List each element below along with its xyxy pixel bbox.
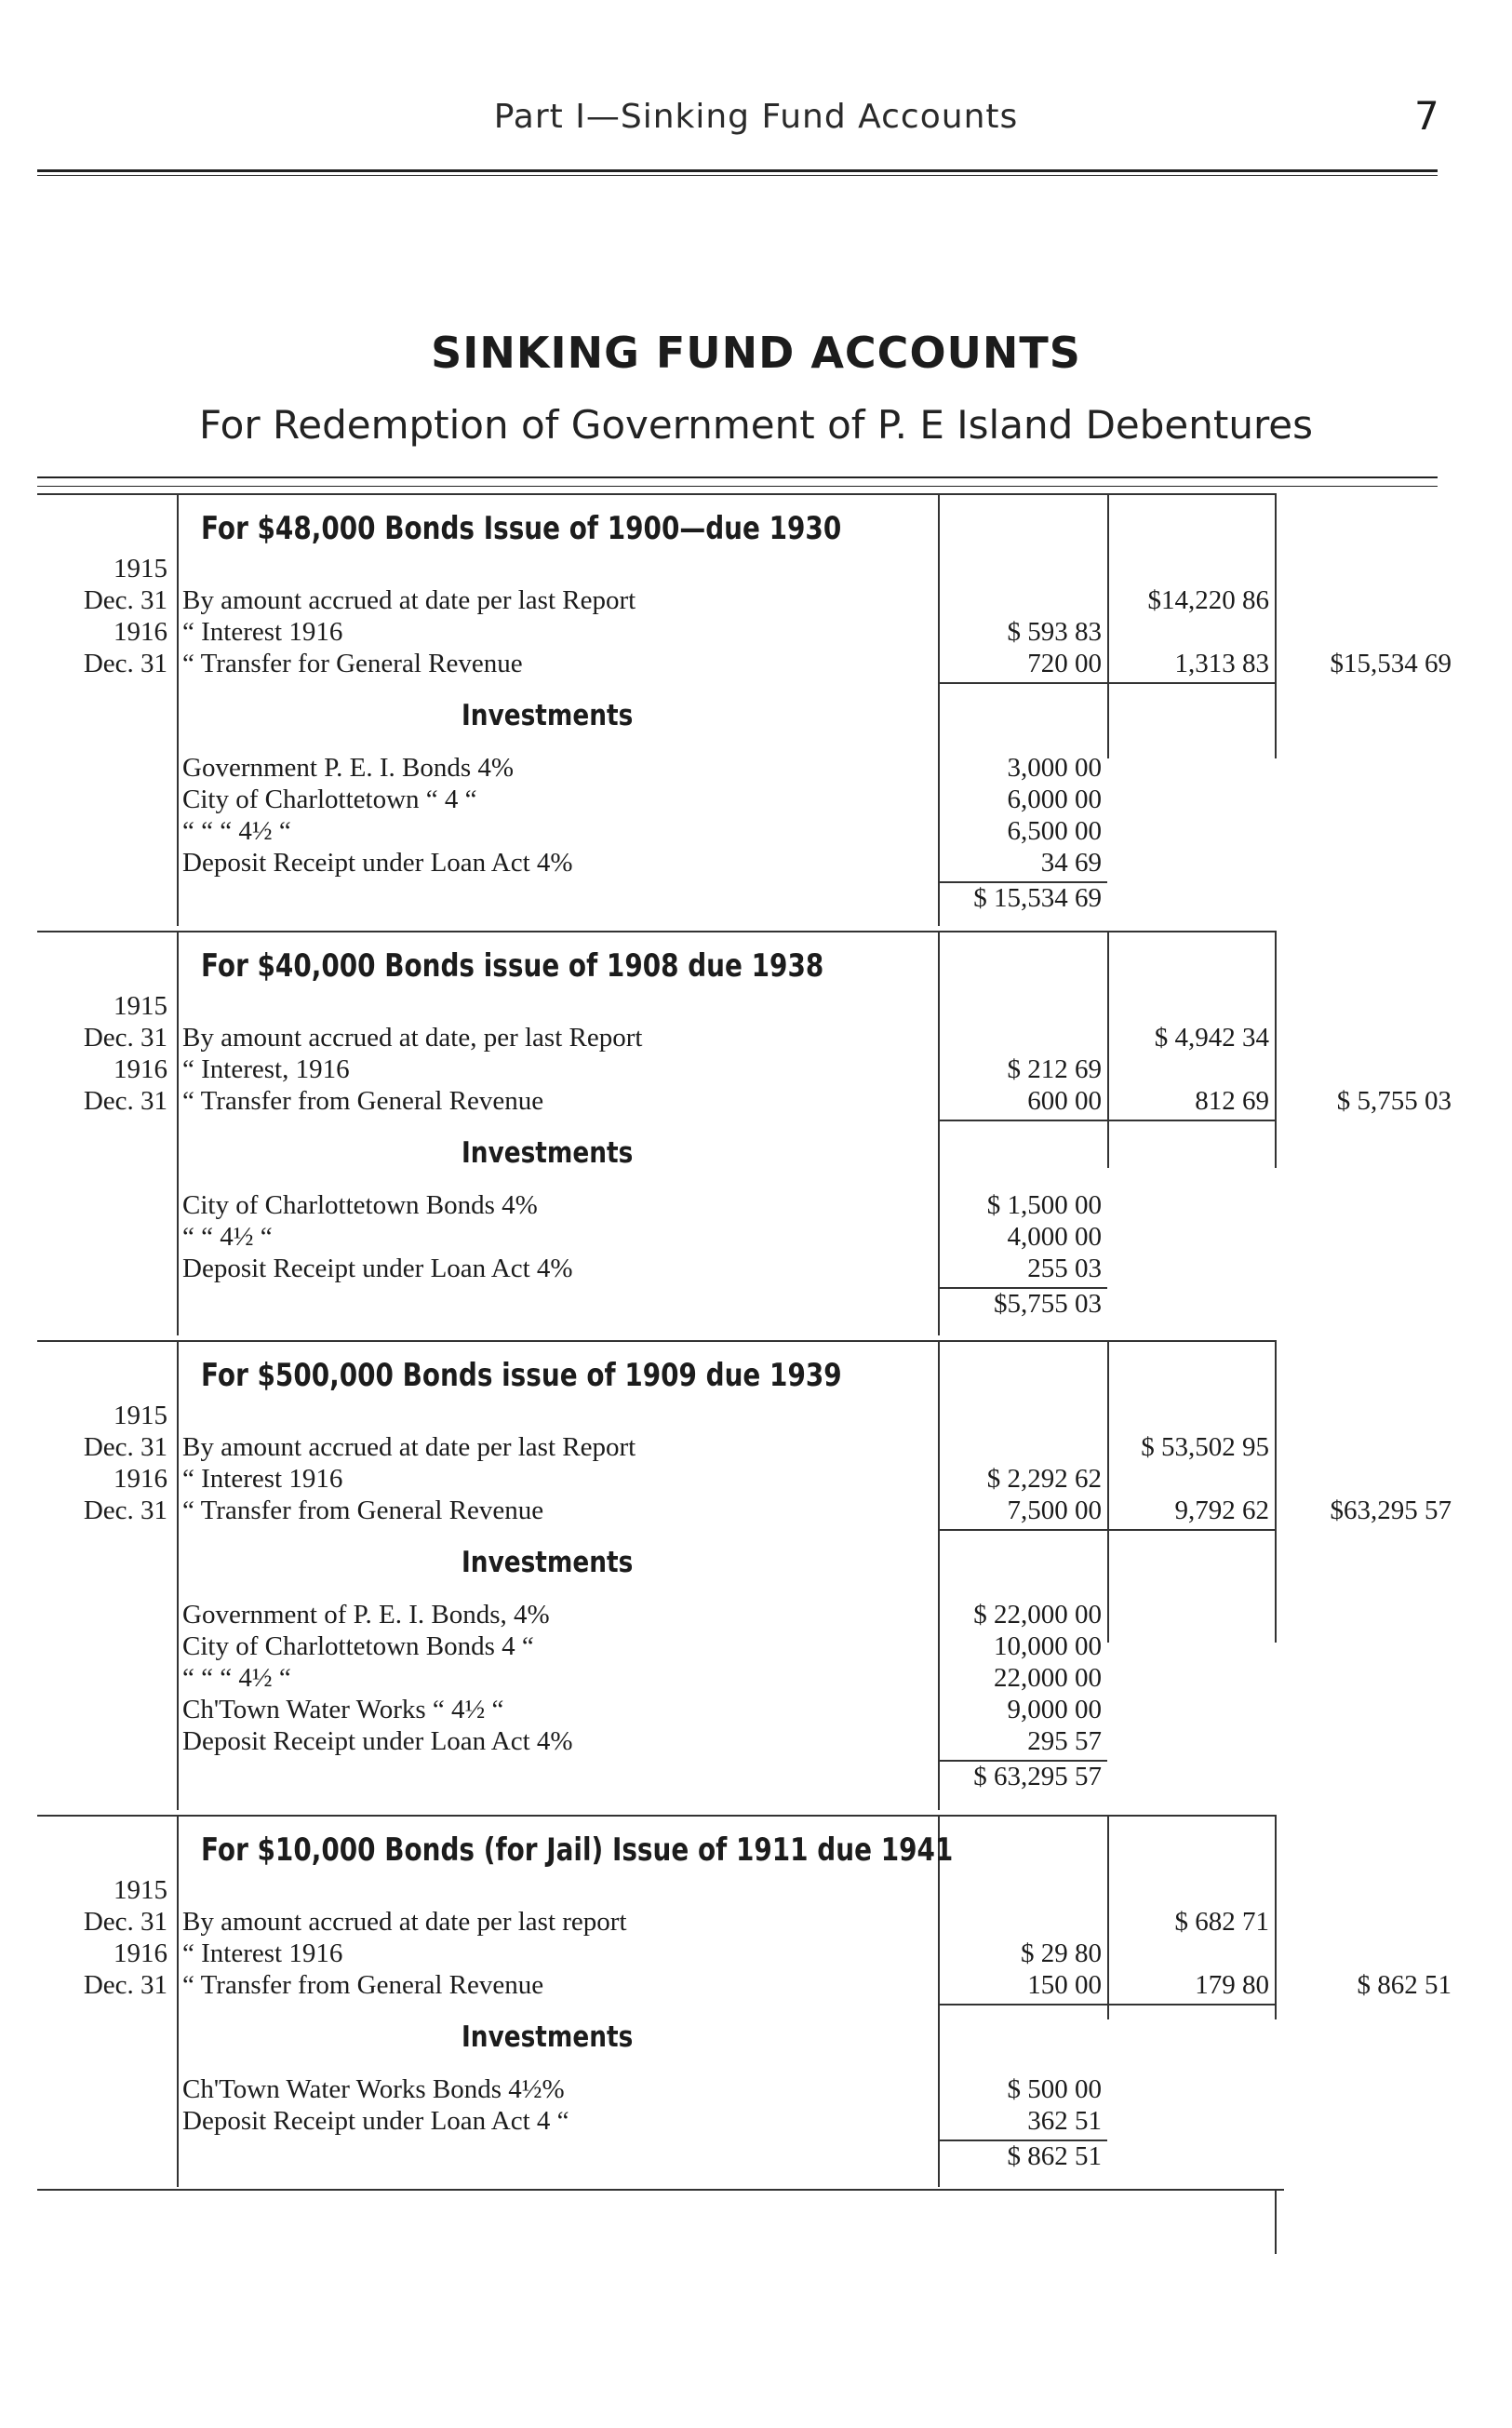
amount-col2: 812 69 <box>1195 1086 1269 1116</box>
title-rule-thin <box>37 486 1438 487</box>
investments-total: $ 862 51 <box>1007 2141 1102 2171</box>
investment-line-text: Deposit Receipt under Loan Act 4 “ <box>182 2106 569 2136</box>
account-line-text: “ Interest 1916 <box>182 617 343 647</box>
investment-line-text: City of Charlottetown “ 4 “ <box>182 785 477 814</box>
investment-amount: 295 57 <box>1027 1726 1102 1756</box>
column-rule <box>177 493 179 926</box>
investment-amount: 22,000 00 <box>994 1663 1102 1693</box>
column-rule <box>177 931 179 1335</box>
investment-line-text: Government of P. E. I. Bonds, 4% <box>182 1600 550 1630</box>
investment-amount: 4,000 00 <box>1007 1222 1102 1252</box>
column-rule <box>1107 1340 1109 1643</box>
investment-line-text: City of Charlottetown Bonds 4% <box>182 1190 538 1220</box>
amount-col2: 179 80 <box>1195 1970 1269 2000</box>
account-line-text: “ Transfer from General Revenue <box>182 1970 544 2000</box>
amount-col1: $ 593 83 <box>1007 617 1102 647</box>
column-rule <box>177 1340 179 1810</box>
investment-amount: 6,000 00 <box>1007 785 1102 814</box>
column-rule <box>938 1340 940 1810</box>
section-total: $15,534 69 <box>1330 649 1452 678</box>
account-line-text: “ Transfer for General Revenue <box>182 649 523 678</box>
investments-total: $5,755 03 <box>994 1289 1102 1319</box>
section-top-rule <box>37 1815 1275 1817</box>
column-rule <box>1275 1815 1277 2019</box>
column-rule <box>1107 931 1109 1168</box>
amount-col2: 1,313 83 <box>1174 649 1269 678</box>
amount-col2: $ 4,942 34 <box>1154 1023 1269 1053</box>
bottom-rule <box>37 2189 1284 2191</box>
investments-heading: Investments <box>462 2020 634 2054</box>
section-total: $63,295 57 <box>1330 1496 1452 1525</box>
investment-line-text: “ “ “ 4½ “ <box>182 1663 291 1693</box>
header-rule <box>37 169 1438 172</box>
account-line-text: “ Interest, 1916 <box>182 1054 350 1084</box>
page-number: 7 <box>1414 93 1439 139</box>
investment-line-text: Ch'Town Water Works “ 4½ “ <box>182 1695 504 1724</box>
amount-col1: $ 2,292 62 <box>986 1464 1102 1494</box>
amount-col1: 7,500 00 <box>1007 1496 1102 1525</box>
section-top-rule <box>37 493 1275 495</box>
investments-heading: Investments <box>462 1546 634 1579</box>
account-line-text: By amount accrued at date, per last Report <box>182 1023 643 1053</box>
investment-amount: 255 03 <box>1027 1254 1102 1283</box>
date-label: 1916 <box>114 1054 167 1084</box>
investment-amount: 6,500 00 <box>1007 816 1102 846</box>
running-header: Part I—Sinking Fund Accounts <box>493 98 1019 136</box>
column-rule <box>938 1815 940 2187</box>
investment-line-text: Ch'Town Water Works Bonds 4½% <box>182 2074 565 2104</box>
title-rule <box>37 476 1438 478</box>
investment-line-text: Deposit Receipt under Loan Act 4% <box>182 1726 573 1756</box>
section-heading: For $10,000 Bonds (for Jail) Issue of 1911 due 1941 <box>201 1831 954 1869</box>
investment-amount: 34 69 <box>1040 848 1102 878</box>
amount-col1: 720 00 <box>1027 649 1102 678</box>
subtotal-rule <box>938 1529 1275 1531</box>
account-line-text: “ Interest 1916 <box>182 1938 343 1968</box>
column-rule <box>938 931 940 1335</box>
date-label: Dec. 31 <box>83 1496 167 1525</box>
investment-line-text: Government P. E. I. Bonds 4% <box>182 753 515 783</box>
date-label: Dec. 31 <box>83 585 167 615</box>
page-subtitle: For Redemption of Government of P. E Island Debentures <box>198 402 1314 448</box>
investment-line-text: City of Charlottetown Bonds 4 “ <box>182 1631 534 1661</box>
amount-col1: 150 00 <box>1027 1970 1102 2000</box>
account-line-text: “ Interest 1916 <box>182 1464 343 1494</box>
date-label: Dec. 31 <box>83 1086 167 1116</box>
date-label: 1916 <box>114 617 167 647</box>
account-line-text: “ Transfer from General Revenue <box>182 1496 544 1525</box>
column-rule <box>1275 493 1277 758</box>
investment-amount: 9,000 00 <box>1007 1695 1102 1724</box>
amount-col2: 9,792 62 <box>1174 1496 1269 1525</box>
investment-amount: 3,000 00 <box>1007 753 1102 783</box>
column-rule <box>1107 1815 1109 2019</box>
date-label: 1915 <box>114 991 167 1021</box>
investment-amount: $ 22,000 00 <box>973 1600 1102 1630</box>
date-label: 1916 <box>114 1938 167 1968</box>
date-label: 1915 <box>114 554 167 584</box>
amount-col2: $ 682 71 <box>1174 1907 1269 1937</box>
account-line-text: “ Transfer from General Revenue <box>182 1086 544 1116</box>
column-rule <box>1275 931 1277 1168</box>
subtotal-rule <box>938 2004 1275 2005</box>
date-label: Dec. 31 <box>83 1432 167 1462</box>
investments-total: $ 15,534 69 <box>973 883 1102 913</box>
subtotal-rule <box>938 1120 1275 1121</box>
investments-total: $ 63,295 57 <box>973 1762 1102 1791</box>
column-rule <box>177 1815 179 2187</box>
investments-heading: Investments <box>462 1136 634 1170</box>
account-line-text: By amount accrued at date per last Report <box>182 585 636 615</box>
section-heading: For $40,000 Bonds issue of 1908 due 1938 <box>201 947 824 985</box>
date-label: Dec. 31 <box>83 1907 167 1937</box>
investments-heading: Investments <box>462 699 634 732</box>
amount-col1: 600 00 <box>1027 1086 1102 1116</box>
section-heading: For $500,000 Bonds issue of 1909 due 1939 <box>201 1357 842 1394</box>
column-rule <box>938 493 940 926</box>
amount-col2: $ 53,502 95 <box>1141 1432 1269 1462</box>
date-label: 1916 <box>114 1464 167 1494</box>
account-line-text: By amount accrued at date per last report <box>182 1907 627 1937</box>
date-label: 1915 <box>114 1401 167 1430</box>
section-top-rule <box>37 931 1275 932</box>
investment-amount: $ 1,500 00 <box>986 1190 1102 1220</box>
investment-line-text: Deposit Receipt under Loan Act 4% <box>182 848 573 878</box>
amount-col1: $ 212 69 <box>1007 1054 1102 1084</box>
date-label: Dec. 31 <box>83 1970 167 2000</box>
amount-col2: $14,220 86 <box>1147 585 1269 615</box>
section-top-rule <box>37 1340 1275 1342</box>
investment-line-text: Deposit Receipt under Loan Act 4% <box>182 1254 573 1283</box>
account-line-text: By amount accrued at date per last Report <box>182 1432 636 1462</box>
investment-amount: 10,000 00 <box>994 1631 1102 1661</box>
investment-line-text: “ “ “ 4½ “ <box>182 816 291 846</box>
section-total: $ 5,755 03 <box>1336 1086 1452 1116</box>
right-edge-rule <box>1275 2189 1277 2254</box>
section-total: $ 862 51 <box>1357 1970 1452 2000</box>
investment-line-text: “ “ 4½ “ <box>182 1222 273 1252</box>
date-label: Dec. 31 <box>83 649 167 678</box>
section-heading: For $48,000 Bonds Issue of 1900—due 1930 <box>201 510 842 547</box>
investment-amount: 362 51 <box>1027 2106 1102 2136</box>
date-label: 1915 <box>114 1875 167 1905</box>
date-label: Dec. 31 <box>83 1023 167 1053</box>
amount-col1: $ 29 80 <box>1021 1938 1102 1968</box>
subtotal-rule <box>938 682 1275 684</box>
investment-amount: $ 500 00 <box>1007 2074 1102 2104</box>
page-title: SINKING FUND ACCOUNTS <box>431 328 1081 378</box>
column-rule <box>1107 493 1109 758</box>
header-rule-thin <box>37 175 1438 176</box>
column-rule <box>1275 1340 1277 1643</box>
